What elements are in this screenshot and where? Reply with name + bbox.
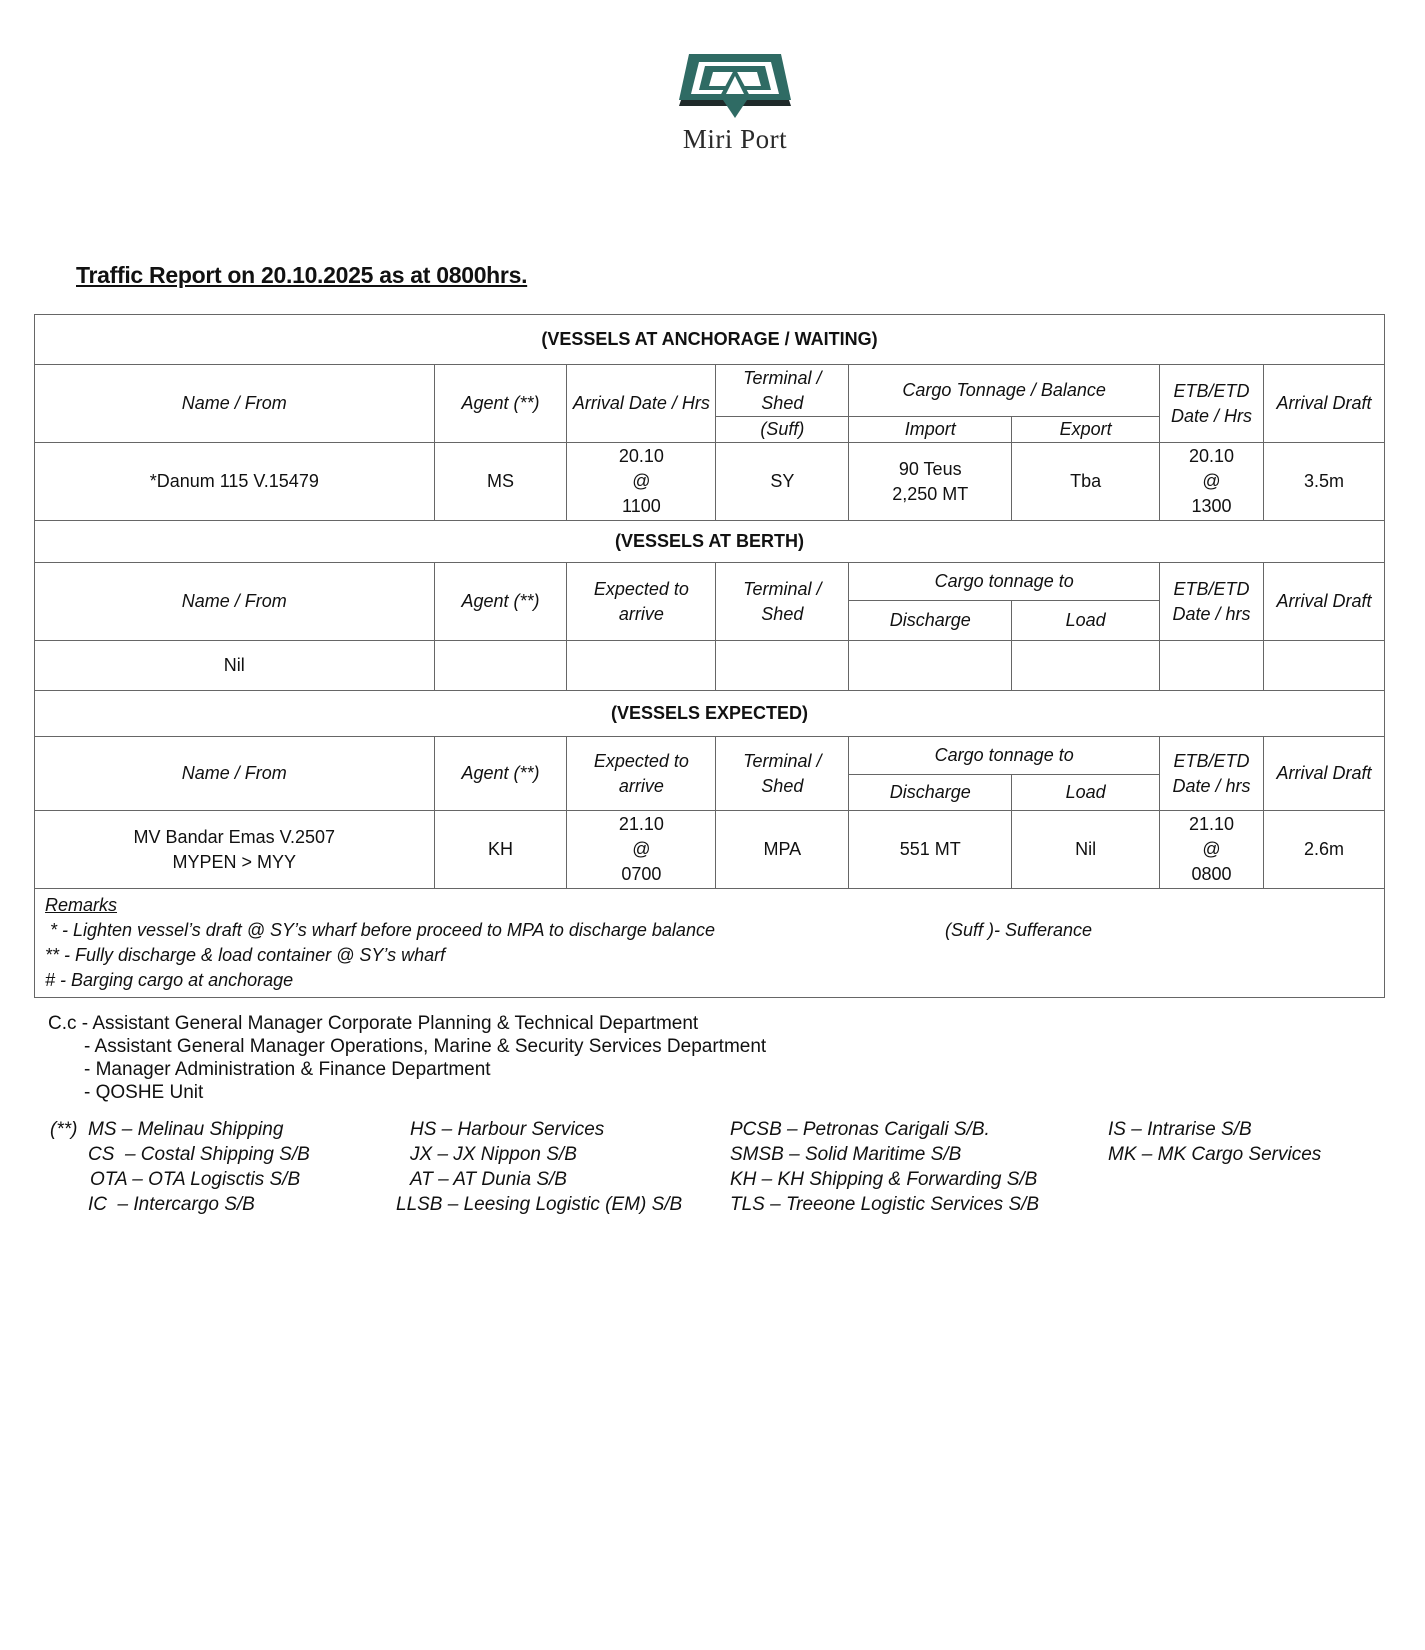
suff-note: (Suff )- Sufferance xyxy=(945,920,1093,940)
traffic-report-table xyxy=(34,314,1385,998)
vessel-agent: KH xyxy=(434,811,567,889)
col-header-cargo: Cargo Tonnage / Balance xyxy=(849,365,1160,417)
terminal xyxy=(716,641,849,691)
cc-line: - Manager Administration & Finance Department xyxy=(84,1059,491,1080)
col-header-agent: Agent (**) xyxy=(434,563,567,641)
report-title: Traffic Report on 20.10.2025 as at 0800hrs. xyxy=(76,262,528,288)
col-header-cargo: Cargo tonnage to xyxy=(849,563,1160,601)
etb-at: @ xyxy=(1202,471,1221,491)
legend-item: HS – Harbour Services xyxy=(410,1119,605,1140)
remark-text: * - Lighten vessel’s draft @ SY’s wharf before proceed to MPA to discharge balance xyxy=(45,920,715,940)
legend-item: IC – Intercargo S/B xyxy=(88,1194,255,1215)
load xyxy=(1012,641,1160,691)
terminal: SY xyxy=(716,443,849,521)
col-header-name: Name / From xyxy=(35,563,435,641)
col-header-suff: (Suff) xyxy=(716,417,849,443)
legend-prefix: (**) xyxy=(50,1119,78,1140)
terminal: MPA xyxy=(716,811,849,889)
legend-item: IS – Intrarise S/B xyxy=(1108,1119,1252,1140)
col-header-cargo: Cargo tonnage to xyxy=(849,737,1160,775)
col-header-discharge: Discharge xyxy=(849,601,1012,641)
legend-item: KH – KH Shipping & Forwarding S/B xyxy=(730,1169,1038,1190)
legend-item: MS – Melinau Shipping xyxy=(88,1119,284,1140)
remarks-section xyxy=(35,889,1385,998)
col-header-agent: Agent (**) xyxy=(434,365,567,443)
remark-line xyxy=(45,918,1374,943)
col-header-load: Load xyxy=(1012,601,1160,641)
cc-line: C.c - Assistant General Manager Corporate Planning & Technical Department xyxy=(48,1013,699,1034)
arrival-draft: 3.5m xyxy=(1264,443,1385,521)
etb-day: 20.10 xyxy=(1189,446,1235,466)
legend-item: MK – MK Cargo Services xyxy=(1108,1144,1322,1165)
remark-line: # - Barging cargo at anchorage xyxy=(45,970,294,990)
col-header-arrival: Arrival Date / Hrs xyxy=(567,365,716,443)
table-row xyxy=(35,443,1385,521)
col-header-expected: Expected to arrive xyxy=(567,563,716,641)
cc-list xyxy=(48,1012,766,1104)
brand-name: Miri Port xyxy=(682,124,788,154)
etb-etd xyxy=(1160,811,1264,889)
col-header-expected: Expected to arrive xyxy=(567,737,716,811)
col-header-name: Name / From xyxy=(35,737,435,811)
col-header-draft: Arrival Draft xyxy=(1264,737,1385,811)
remark-line: ** - Fully discharge & load container @ SY’s wharf xyxy=(45,945,446,965)
etb-etd xyxy=(1160,641,1264,691)
legend-item: AT – AT Dunia S/B xyxy=(410,1169,567,1190)
vessel-agent xyxy=(434,641,567,691)
legend-item: JX – JX Nippon S/B xyxy=(410,1144,577,1165)
etb-hrs: 1300 xyxy=(1191,496,1232,516)
vessel-name xyxy=(35,811,435,889)
col-header-export: Export xyxy=(1012,417,1160,443)
arrival-at: @ xyxy=(632,471,651,491)
section-anchorage-title: (VESSELS AT ANCHORAGE / WAITING) xyxy=(35,315,1385,365)
expected-at: @ xyxy=(632,839,651,859)
load: Nil xyxy=(1012,811,1160,889)
discharge xyxy=(849,641,1012,691)
legend-item: OTA – OTA Logisctis S/B xyxy=(90,1169,301,1190)
col-header-etb: ETB/ETD Date / Hrs xyxy=(1160,365,1264,443)
section-berth-title: (VESSELS AT BERTH) xyxy=(35,521,1385,563)
arrival-draft: 2.6m xyxy=(1264,811,1385,889)
etb-at: @ xyxy=(1202,839,1221,859)
expected-day: 21.10 xyxy=(618,814,664,834)
col-header-load: Load xyxy=(1012,775,1160,811)
vessel-route: MYPEN > MYY xyxy=(172,851,297,872)
arrival-hrs: 1100 xyxy=(622,496,661,516)
table-row xyxy=(35,811,1385,889)
remarks-title: Remarks xyxy=(45,895,118,915)
vessel-name-line: MV Bandar Emas V.2507 xyxy=(133,826,336,847)
legend-column xyxy=(396,1117,683,1217)
expected-hrs: 0700 xyxy=(621,864,662,884)
legend-column xyxy=(1108,1117,1321,1167)
table-row xyxy=(35,641,1385,691)
col-header-agent: Agent (**) xyxy=(434,737,567,811)
vessel-name: Nil xyxy=(35,641,435,691)
etb-hrs: 0800 xyxy=(1191,864,1232,884)
legend-item: TLS – Treeone Logistic Services S/B xyxy=(730,1194,1040,1215)
vessel-name: *Danum 115 V.15479 xyxy=(35,443,435,521)
import-mt: 2,250 MT xyxy=(892,483,969,504)
col-header-import: Import xyxy=(849,417,1012,443)
legend-column xyxy=(730,1117,1039,1217)
import-teus: 90 Teus xyxy=(898,458,962,479)
legend-item: CS – Costal Shipping S/B xyxy=(88,1144,310,1165)
miri-port-logo xyxy=(660,52,810,162)
etb-day: 21.10 xyxy=(1189,814,1235,834)
legend-item: PCSB – Petronas Carigali S/B. xyxy=(730,1119,990,1140)
arrival-date xyxy=(567,443,716,521)
section-expected-title: (VESSELS EXPECTED) xyxy=(35,691,1385,737)
col-header-terminal: Terminal / Shed xyxy=(716,737,849,811)
col-header-name: Name / From xyxy=(35,365,435,443)
arrival-day: 20.10 xyxy=(618,446,664,466)
col-header-draft: Arrival Draft xyxy=(1264,365,1385,443)
col-header-terminal: Terminal / Shed xyxy=(716,365,849,417)
cc-line: - Assistant General Manager Operations, Marine & Security Services Department xyxy=(84,1036,767,1057)
col-header-discharge: Discharge xyxy=(849,775,1012,811)
expected-arrival xyxy=(567,811,716,889)
discharge: 551 MT xyxy=(849,811,1012,889)
col-header-etb: ETB/ETD Date / hrs xyxy=(1160,563,1264,641)
col-header-terminal: Terminal / Shed xyxy=(716,563,849,641)
import-cargo xyxy=(849,443,1012,521)
vessel-agent: MS xyxy=(434,443,567,521)
legend-column xyxy=(88,1117,310,1217)
cc-line: - QOSHE Unit xyxy=(84,1082,204,1103)
arrival-draft xyxy=(1264,641,1385,691)
export-cargo: Tba xyxy=(1012,443,1160,521)
expected-arrival xyxy=(567,641,716,691)
col-header-etb: ETB/ETD Date / hrs xyxy=(1160,737,1264,811)
legend-item: SMSB – Solid Maritime S/B xyxy=(730,1144,962,1165)
port-emblem-icon xyxy=(679,52,791,122)
col-header-draft: Arrival Draft xyxy=(1264,563,1385,641)
legend-item: LLSB – Leesing Logistic (EM) S/B xyxy=(396,1194,683,1215)
etb-etd xyxy=(1160,443,1264,521)
